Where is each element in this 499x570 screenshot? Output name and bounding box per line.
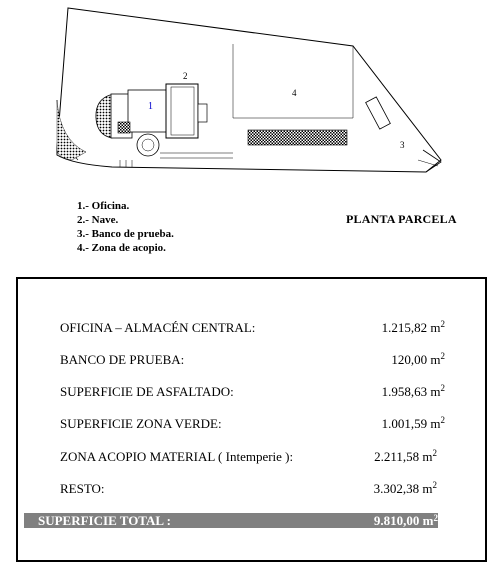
row-label: SUPERFICIE DE ASFALTADO:: [60, 384, 234, 399]
table-row: [60, 384, 445, 400]
row-value: 1.958,63 $m^2$: [381, 383, 445, 399]
row-label: BANCO DE PRUEBA:: [60, 352, 185, 367]
row-label: OFICINA – ALMACÉN CENTRAL:: [60, 320, 256, 335]
bottom-boundary-ticks: [120, 160, 132, 167]
legend-item-2: 2.- Nave.: [77, 214, 119, 226]
office-inner: [128, 90, 166, 132]
row-value: 2.211,58 $m^2$: [374, 448, 437, 464]
table-row: [60, 416, 445, 432]
hatched-strip: [248, 130, 347, 145]
row-value: 120,00 $m^2$: [391, 351, 445, 367]
table-row: [60, 320, 445, 336]
legend-item-3: 3.- Banco de prueba.: [77, 228, 174, 240]
office-round-building: [96, 95, 112, 138]
green-zone-left: [57, 100, 86, 160]
table-row: [60, 481, 445, 497]
row-label: SUPERFICIE ZONA VERDE:: [60, 416, 222, 431]
row-label: ZONA ACOPIO MATERIAL ( Intemperie ):: [60, 449, 294, 464]
row-value: 1.001,59 $m^2$: [381, 415, 445, 431]
test-bench: [366, 97, 391, 129]
table-row: [60, 449, 445, 465]
legend-item-1: 1.- Oficina.: [77, 200, 130, 212]
plan-label-1: 1: [148, 101, 153, 112]
entry-fence-ticks: [160, 153, 233, 158]
row-value: 3.302,38 $m^2$: [373, 480, 437, 496]
plan-label-2: 2: [183, 71, 188, 81]
site-plan-drawing: [0, 0, 499, 195]
fence-line: [233, 44, 353, 118]
total-row: [24, 513, 438, 528]
plan-label-3: 3: [400, 140, 405, 150]
gate-arrow: [423, 150, 441, 172]
legend-item-4: 4.- Zona de acopio.: [77, 242, 166, 254]
row-value: 1.215,82 $m^2$: [381, 319, 445, 335]
table-row: [60, 352, 445, 368]
plan-label-4: 4: [292, 88, 297, 98]
row-label: RESTO:: [60, 481, 105, 496]
total-label: SUPERFICIE TOTAL :: [38, 513, 171, 528]
total-value: 9.810,00 $m^2$: [373, 513, 438, 528]
plan-legend: [77, 199, 174, 255]
nave-annex: [198, 104, 207, 122]
plan-title: PLANTA PARCELA: [346, 212, 457, 226]
surface-table: [16, 277, 487, 562]
parcel-boundary: [57, 8, 441, 172]
office-stair: [118, 122, 130, 133]
